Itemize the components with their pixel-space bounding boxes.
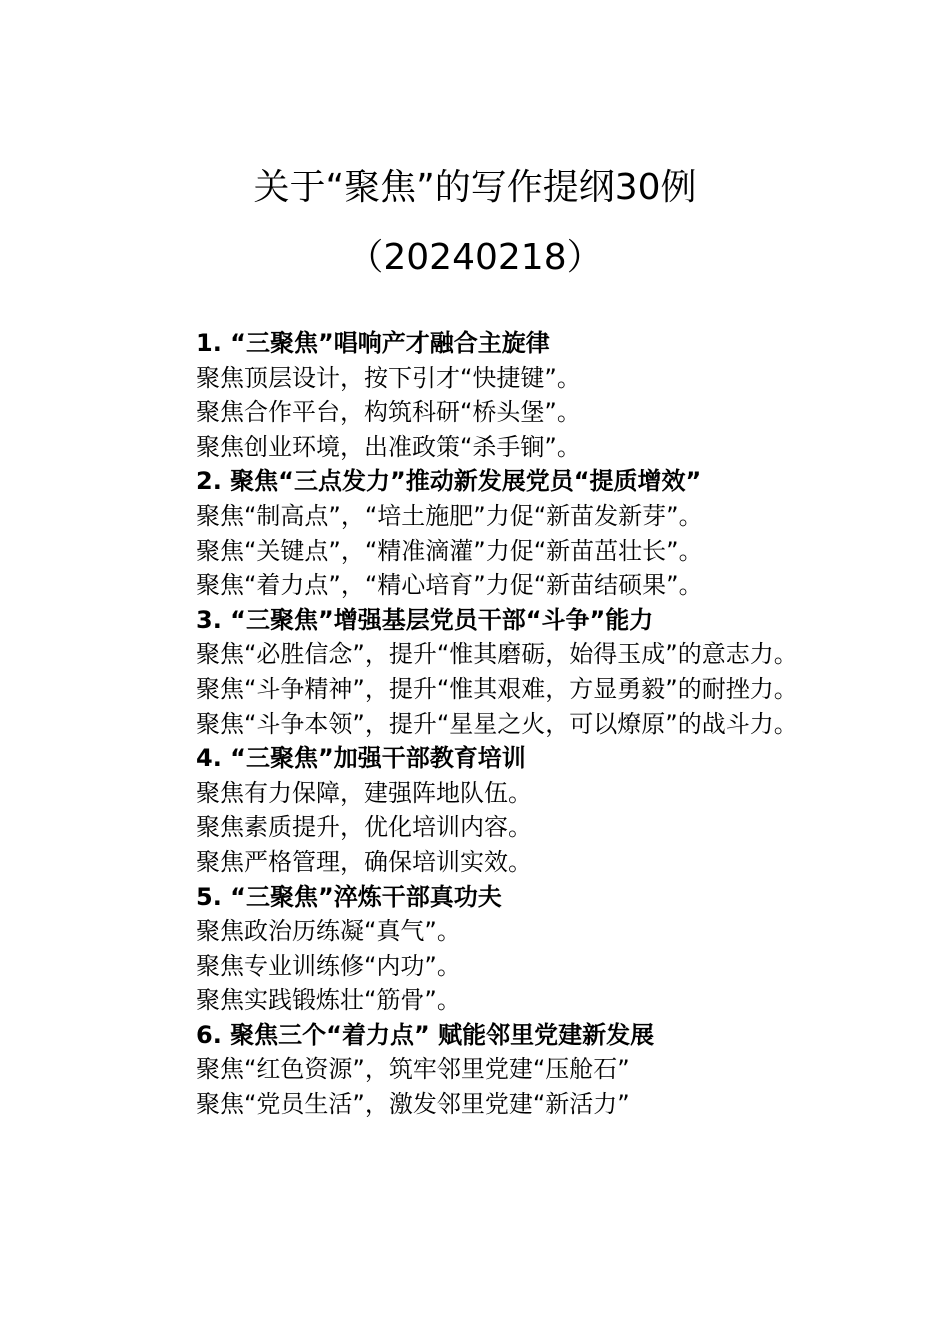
outline-item: 聚焦“党员生活”，激发邻里党建“新活力” bbox=[196, 1090, 630, 1119]
outline-item: 聚焦有力保障，建强阵地队伍。 bbox=[196, 778, 532, 807]
outline-item: 聚焦顶层设计，按下引才“快捷键”。 bbox=[196, 363, 581, 392]
outline-item: 聚焦严格管理，确保培训实效。 bbox=[196, 847, 532, 876]
outline-item: 聚焦合作平台，构筑科研“桥头堡”。 bbox=[196, 398, 581, 427]
outline-item: 聚焦“制高点”，“培土施肥”力促“新苗发新芽”。 bbox=[196, 501, 703, 530]
outline-item: 聚焦“红色资源”，筑牢邻里党建“压舱石” bbox=[196, 1055, 630, 1084]
section-heading: 6. 聚焦三个“着力点” 赋能邻里党建新发展 bbox=[196, 1020, 655, 1049]
outline-item: 聚焦实践锻炼壮“筋骨”。 bbox=[196, 986, 461, 1015]
outline-item: 聚焦“关键点”，“精准滴灌”力促“新苗茁壮长”。 bbox=[196, 536, 703, 565]
outline-item: 聚焦“着力点”，“精心培育”力促“新苗结硕果”。 bbox=[196, 571, 703, 600]
outline-item: 聚焦“斗争本领”，提升“星星之火，可以燎原”的战斗力。 bbox=[196, 709, 798, 738]
section-heading: 1. “三聚焦”唱响产才融合主旋律 bbox=[196, 329, 550, 357]
document-title: 关于“聚焦”的写作提纲30例 bbox=[253, 167, 697, 208]
outline-body bbox=[145, 326, 810, 1122]
outline-item: 聚焦创业环境，出准政策“杀手锏”。 bbox=[196, 432, 581, 461]
outline-item: 聚焦政治历练凝“真气”。 bbox=[196, 917, 461, 946]
section-heading: 4. “三聚焦”加强干部教育培训 bbox=[196, 744, 526, 773]
outline-item: 聚焦“斗争精神”，提升“惟其艰难，方显勇毅”的耐挫力。 bbox=[196, 674, 798, 703]
outline-item: 聚焦专业训练修“内功”。 bbox=[196, 951, 461, 980]
section-heading: 2. 聚焦“三点发力”推动新发展党员“提质增效” bbox=[196, 467, 702, 496]
section-heading: 3. “三聚焦”增强基层党员干部“斗争”能力 bbox=[196, 605, 654, 634]
outline-item: 聚焦素质提升，优化培训内容。 bbox=[196, 813, 532, 842]
section-heading: 5. “三聚焦”淬炼干部真功夫 bbox=[196, 882, 502, 911]
document-date: （20240218） bbox=[347, 237, 603, 278]
outline-item: 聚焦“必胜信念”，提升“惟其磨砺，始得玉成”的意志力。 bbox=[196, 640, 798, 669]
